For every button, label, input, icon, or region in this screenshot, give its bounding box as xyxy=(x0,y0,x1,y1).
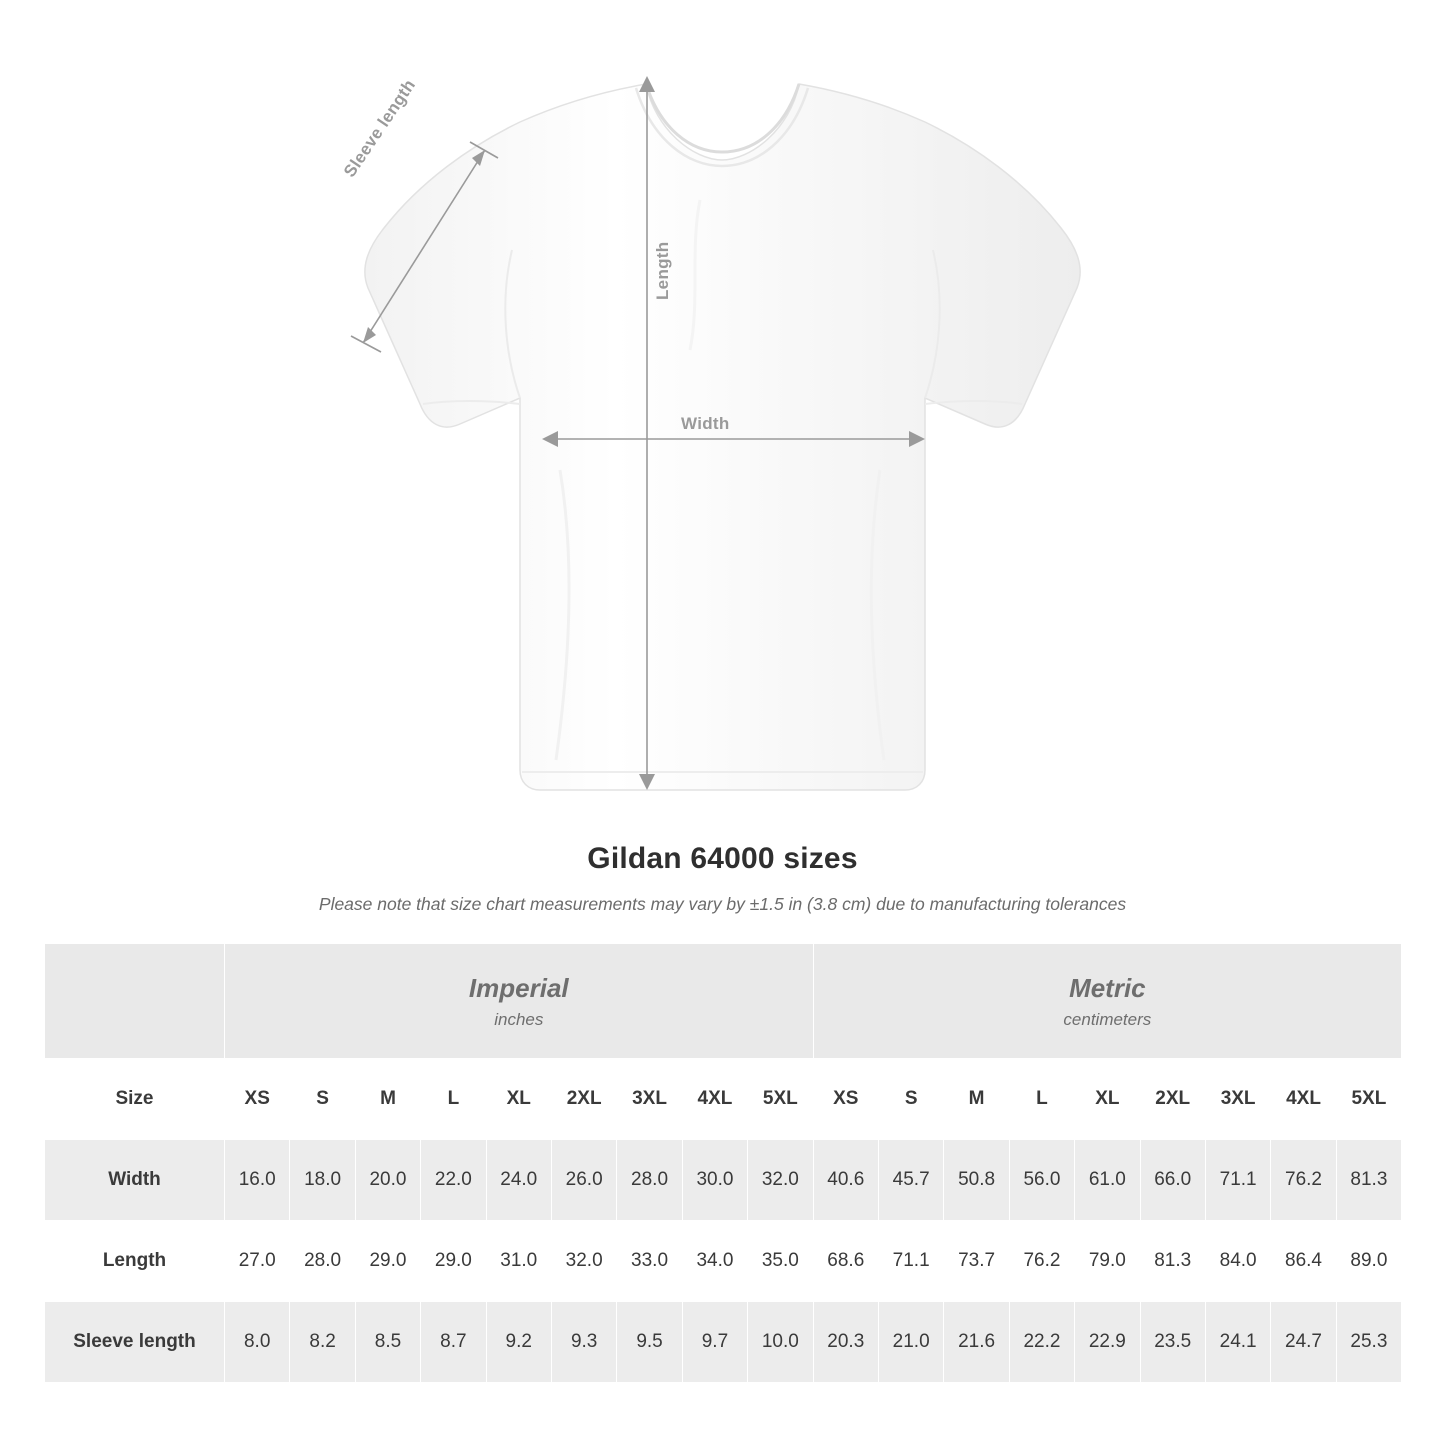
page-title: Gildan 64000 sizes xyxy=(587,842,858,875)
row-label-sleeve-length: Sleeve length xyxy=(45,1302,225,1383)
cell-sleeve: 24.1 xyxy=(1205,1302,1270,1383)
cell-sleeve: 9.7 xyxy=(682,1302,747,1383)
cell-length: 68.6 xyxy=(813,1221,878,1302)
row-label-size: Size xyxy=(45,1059,225,1140)
unit-metric xyxy=(813,944,1402,1059)
unit-imperial-name: Imperial xyxy=(468,972,569,1003)
cell-sleeve: 20.3 xyxy=(813,1302,878,1383)
cell-width: 32.0 xyxy=(748,1140,813,1221)
unit-metric-sub: centimeters xyxy=(1063,1010,1152,1030)
cell-length: 81.3 xyxy=(1140,1221,1205,1302)
cell-width: 71.1 xyxy=(1205,1140,1270,1221)
unit-imperial xyxy=(225,944,814,1059)
row-label-length: Length xyxy=(45,1221,225,1302)
cell-width: 45.7 xyxy=(878,1140,943,1221)
cell-length: 28.0 xyxy=(290,1221,355,1302)
cell-sleeve: 10.0 xyxy=(748,1302,813,1383)
unit-header-row xyxy=(45,944,1402,1059)
cell-width: 18.0 xyxy=(290,1140,355,1221)
cell-length: 73.7 xyxy=(944,1221,1009,1302)
tolerance-note: Please note that size chart measurements may vary by ±1.5 in (3.8 cm) due to manufacturing tolerances xyxy=(318,894,1127,914)
size-header-cell: 5XL xyxy=(748,1059,813,1140)
size-header-cell: XL xyxy=(486,1059,551,1140)
cell-length: 86.4 xyxy=(1271,1221,1336,1302)
row-label-width: Width xyxy=(45,1140,225,1221)
width-label: Width xyxy=(681,414,730,433)
cell-sleeve: 9.5 xyxy=(617,1302,682,1383)
cell-sleeve: 9.3 xyxy=(551,1302,616,1383)
cell-sleeve: 23.5 xyxy=(1140,1302,1205,1383)
cell-length: 71.1 xyxy=(878,1221,943,1302)
size-header-cell: S xyxy=(290,1059,355,1140)
size-table-wrapper xyxy=(44,943,1401,1383)
size-header-cell: M xyxy=(355,1059,420,1140)
cell-length: 29.0 xyxy=(421,1221,486,1302)
cell-sleeve: 25.3 xyxy=(1336,1302,1401,1383)
cell-length: 76.2 xyxy=(1009,1221,1074,1302)
table-row-size xyxy=(45,1059,1402,1140)
size-header-cell: XS xyxy=(813,1059,878,1140)
size-header-cell: 5XL xyxy=(1336,1059,1401,1140)
cell-sleeve: 24.7 xyxy=(1271,1302,1336,1383)
sleeve-length-label: Sleeve length xyxy=(340,75,420,181)
cell-width: 20.0 xyxy=(355,1140,420,1221)
cell-length: 31.0 xyxy=(486,1221,551,1302)
cell-width: 16.0 xyxy=(225,1140,290,1221)
cell-length: 34.0 xyxy=(682,1221,747,1302)
size-header-cell: XS xyxy=(225,1059,290,1140)
cell-length: 32.0 xyxy=(551,1221,616,1302)
unit-header-spacer xyxy=(45,944,225,1059)
cell-width: 30.0 xyxy=(682,1140,747,1221)
cell-length: 33.0 xyxy=(617,1221,682,1302)
cell-width: 61.0 xyxy=(1075,1140,1140,1221)
size-header-cell: M xyxy=(944,1059,1009,1140)
cell-sleeve: 8.2 xyxy=(290,1302,355,1383)
cell-sleeve: 9.2 xyxy=(486,1302,551,1383)
unit-metric-name: Metric xyxy=(1069,972,1146,1003)
size-header-cell: 3XL xyxy=(1205,1059,1270,1140)
title-block xyxy=(0,842,1445,915)
size-header-cell: XL xyxy=(1075,1059,1140,1140)
cell-width: 76.2 xyxy=(1271,1140,1336,1221)
cell-length: 89.0 xyxy=(1336,1221,1401,1302)
cell-width: 24.0 xyxy=(486,1140,551,1221)
cell-length: 27.0 xyxy=(225,1221,290,1302)
cell-sleeve: 8.0 xyxy=(225,1302,290,1383)
size-header-cell: S xyxy=(878,1059,943,1140)
size-header-cell: L xyxy=(1009,1059,1074,1140)
size-header-cell: 3XL xyxy=(617,1059,682,1140)
cell-width: 40.6 xyxy=(813,1140,878,1221)
table-row-width xyxy=(45,1140,1402,1221)
cell-width: 56.0 xyxy=(1009,1140,1074,1221)
size-header-cell: 2XL xyxy=(1140,1059,1205,1140)
cell-sleeve: 8.7 xyxy=(421,1302,486,1383)
size-header-cell: 4XL xyxy=(1271,1059,1336,1140)
cell-length: 29.0 xyxy=(355,1221,420,1302)
cell-length: 79.0 xyxy=(1075,1221,1140,1302)
cell-width: 66.0 xyxy=(1140,1140,1205,1221)
cell-width: 50.8 xyxy=(944,1140,1009,1221)
cell-length: 35.0 xyxy=(748,1221,813,1302)
cell-sleeve: 22.2 xyxy=(1009,1302,1074,1383)
cell-sleeve: 21.6 xyxy=(944,1302,1009,1383)
table-row-sleeve-length xyxy=(45,1302,1402,1383)
cell-width: 28.0 xyxy=(617,1140,682,1221)
size-table xyxy=(44,943,1402,1383)
cell-length: 84.0 xyxy=(1205,1221,1270,1302)
length-label: Length xyxy=(653,241,672,300)
size-header-cell: 4XL xyxy=(682,1059,747,1140)
size-header-cell: L xyxy=(421,1059,486,1140)
table-row-length xyxy=(45,1221,1402,1302)
unit-imperial-sub: inches xyxy=(494,1010,544,1030)
cell-sleeve: 22.9 xyxy=(1075,1302,1140,1383)
cell-width: 26.0 xyxy=(551,1140,616,1221)
cell-width: 22.0 xyxy=(421,1140,486,1221)
cell-width: 81.3 xyxy=(1336,1140,1401,1221)
cell-sleeve: 21.0 xyxy=(878,1302,943,1383)
size-header-cell: 2XL xyxy=(551,1059,616,1140)
cell-sleeve: 8.5 xyxy=(355,1302,420,1383)
